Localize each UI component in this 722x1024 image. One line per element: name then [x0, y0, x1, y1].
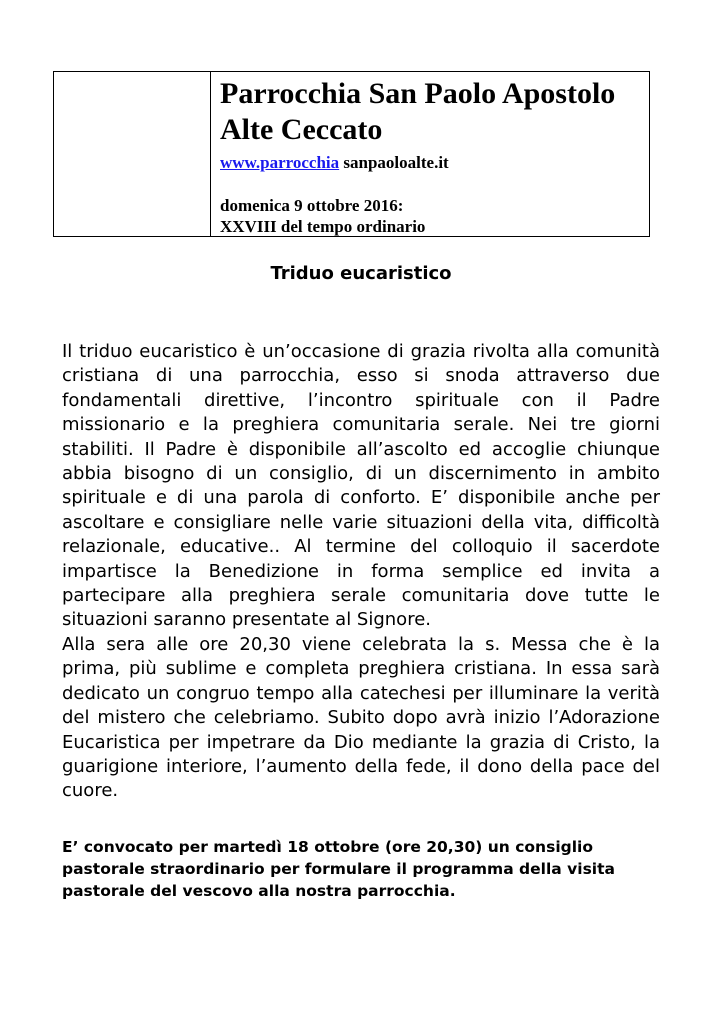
parish-name: Parrocchia San Paolo Apostolo — [220, 77, 616, 110]
council-notice: E’ convocato per martedì 18 ottobre (ore 20,30) un consiglio pastorale straordinario per formulare il programma della visita pastorale del vescovo alla nostra parrocchia. — [62, 838, 615, 900]
paragraph-messa: Alla sera alle ore 20,30 viene celebrata la s. Messa che è la prima, più sublime e completa preghiera cristiana. In essa sarà dedicato un congruo tempo alla catechesi per illuminare la verità del mistero che celebriamo. Subito dopo avrà inizio l’Adorazione Eucaristica per impetrare da Dio mediante la grazia di Cristo, la guarigione interiore, l’aumento della fede, il dono della pace del cuore. — [62, 633, 660, 802]
body-text — [62, 340, 660, 804]
website-domain: sanpaoloalte.it — [343, 153, 449, 172]
paragraph-triduo: Il triduo eucaristico è un’occasione di grazia rivolta alla comunità cristiana di una parrocchia, esso si snoda attraverso due fondamentali direttive, l’incontro spirituale con il Padre missionario e la preghiera comunitaria serale. Nei tre giorni stabiliti. Il Padre è disponibile all’ascolto ed accoglie chiunque abbia bisogno di un consiglio, di un discernimento in ambito spirituale e di una parola di conforto. E’ disponibile anche per ascoltare e consigliare nelle varie situazioni della vita, difficoltà relazionale, educative.. Al termine del colloquio il sacerdote impartisce la Benedizione in forma semplice ed invita a partecipare alla preghiera serale comunitaria dove tutte le situazioni saranno presentate al Signore. — [62, 341, 660, 631]
header-box — [53, 71, 650, 237]
date: domenica 9 ottobre 2016: — [220, 196, 404, 215]
liturgical-day: XXVIII del tempo ordinario — [220, 217, 426, 236]
header-logo-cell — [54, 72, 211, 236]
website-link[interactable]: www.parrocchia — [220, 153, 340, 172]
page-heading: Triduo eucaristico — [270, 263, 452, 284]
header-info — [220, 76, 645, 237]
parish-location: Alte Ceccato — [220, 113, 383, 146]
website — [220, 152, 645, 174]
